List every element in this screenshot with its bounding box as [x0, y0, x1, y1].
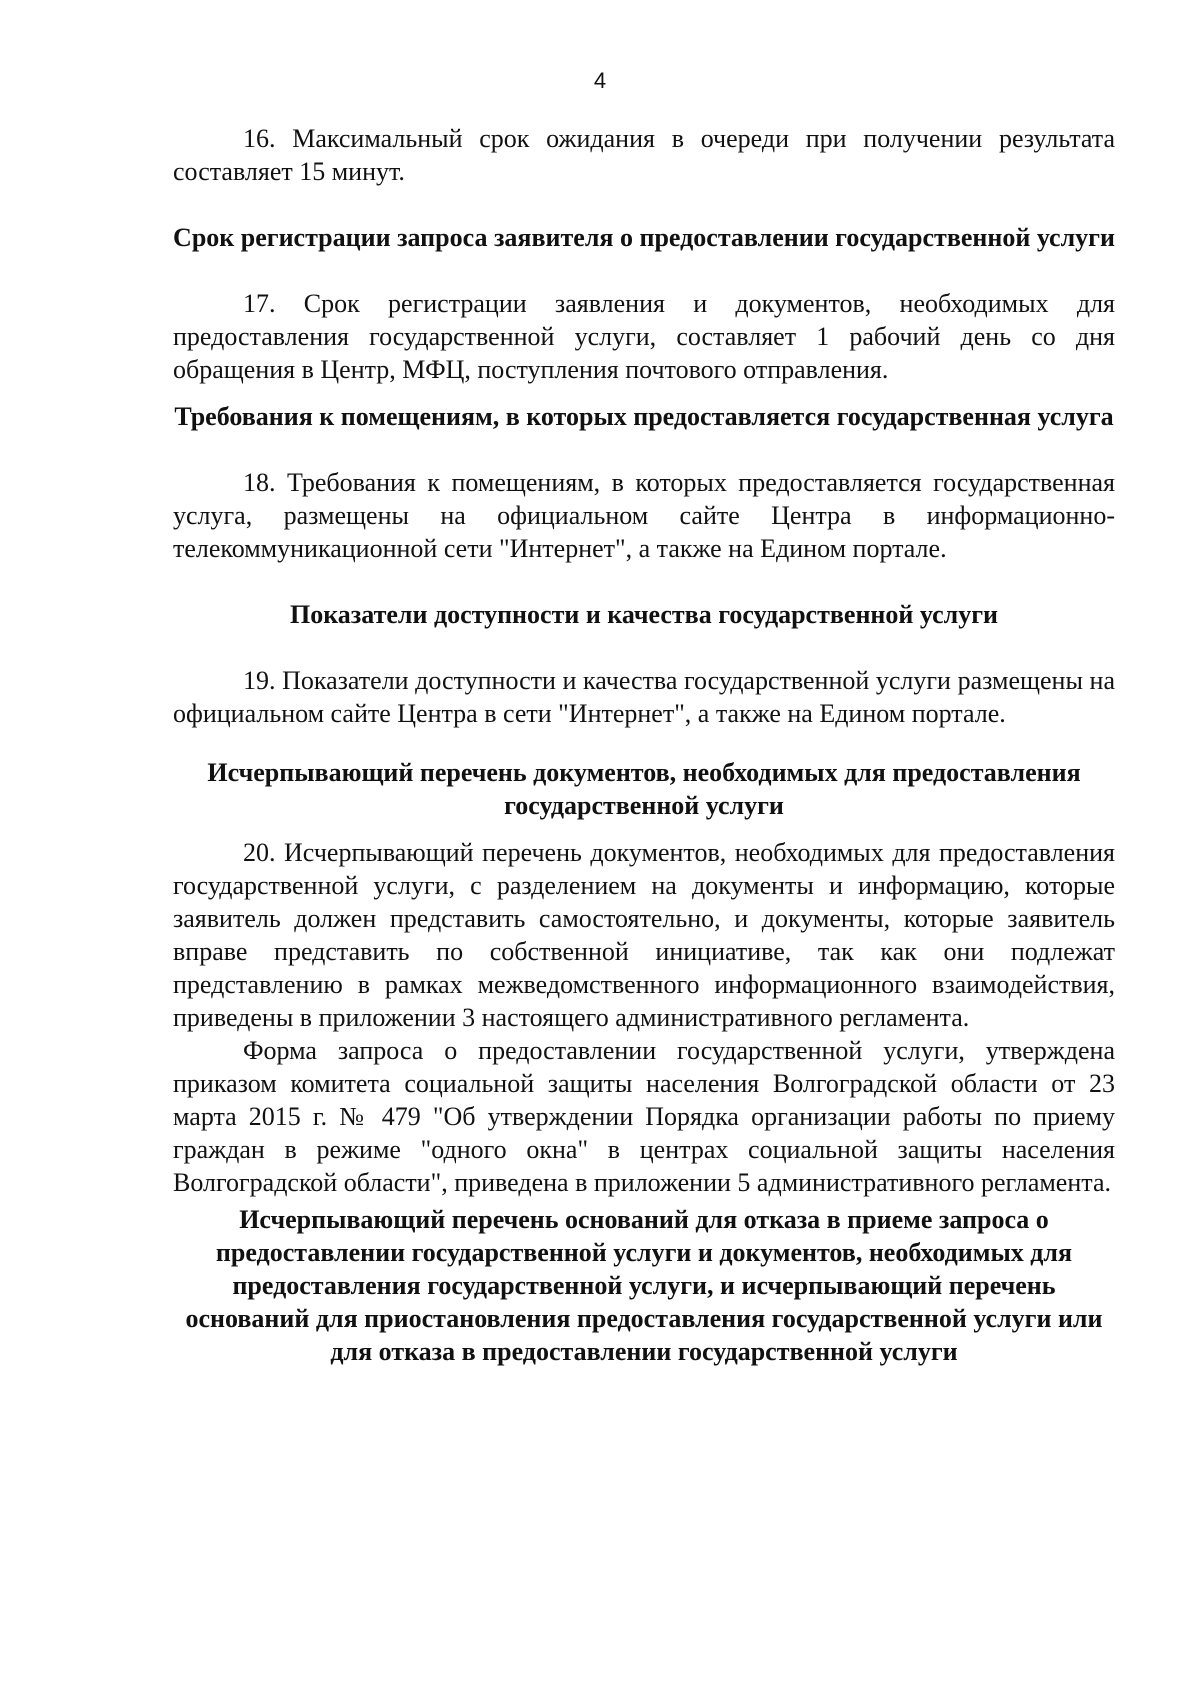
heading-quality-indicators: Показатели доступности и качества государственной услуги — [289, 600, 999, 629]
paragraph-20: 20. Исчерпывающий перечень документов, необходимых для предоставления государственной услуги, с разделением на документы и информацию, которые заявитель должен представить самостоятельно, и документы, которые заявитель вправе представить по собственной инициативе, так как они подлежат представлению в рамках межведомственного информационного взаимодействия, приведены в приложении 3 настоящего административного регламента. — [173, 838, 1115, 1032]
page-number: 4 — [593, 68, 607, 93]
paragraph-20-form: Форма запроса о предоставлении государственной услуги, утверждена приказом комитета социальной защиты населения Волгоградской области от 23 марта 2015 г. № 479 "Об утверждении Порядка организации работы по приему граждан в режиме "одного окна" в центрах социальной защиты населения Волгоградской области", приведена в приложении 5 административного регламента. — [173, 1036, 1115, 1197]
heading-premises-requirements: Требования к помещениям, в которых предоставляется государственная услуга — [174, 402, 1114, 431]
paragraph-17: 17. Срок регистрации заявления и документов, необходимых для предоставления государственной услуги, составляет 1 рабочий день со дня обращения в Центр, МФЦ, поступления почтового отправления. — [173, 289, 1115, 384]
heading-registration-term: Срок регистрации запроса заявителя о предоставлении государственной услуги — [173, 223, 1115, 252]
document-body — [173, 122, 1115, 1368]
heading-documents-list: Исчерпывающий перечень документов, необходимых для предоставления государственной услуги — [207, 758, 1081, 820]
heading-refusal-grounds: Исчерпывающий перечень оснований для отказа в приеме запроса о предоставлении государственной услуги и документов, необходимых для предоставления государственной услуги, и исчерпывающий перечень оснований для приостановления предоставления государственной услуги или для отказа в предоставлении государственной услуги — [185, 1205, 1103, 1366]
paragraph-16: 16. Максимальный срок ожидания в очереди при получении результата составляет 15 минут. — [173, 124, 1115, 186]
paragraph-18: 18. Требования к помещениям, в которых предоставляется государственная услуга, размещены на официальном сайте Центра в информационно-телекоммуникационной сети "Интернет", а также на Едином портале. — [173, 468, 1115, 563]
paragraph-19: 19. Показатели доступности и качества государственной услуги размещены на официальном сайте Центра в сети "Интернет", а также на Едином портале. — [173, 666, 1115, 728]
